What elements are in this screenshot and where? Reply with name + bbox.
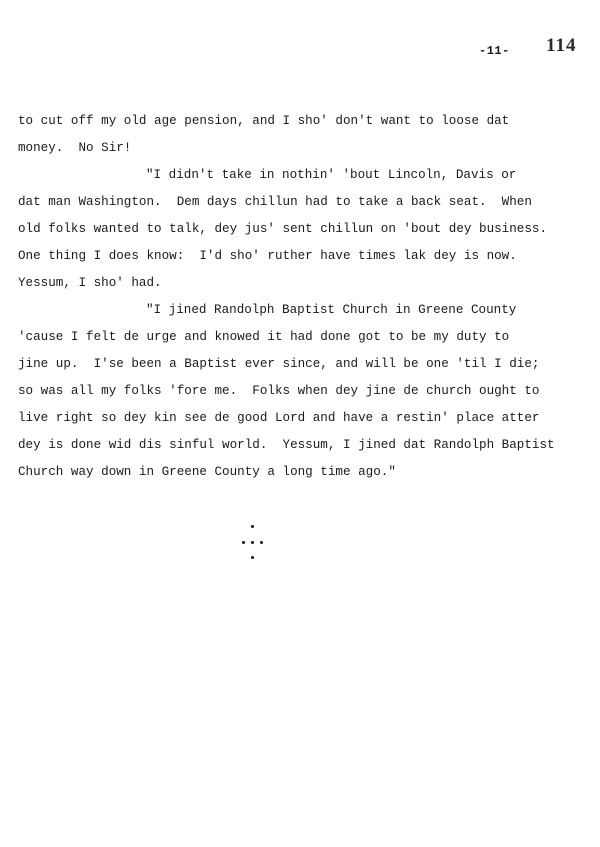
- separator-dot: [251, 541, 254, 544]
- text-line: money. No Sir!: [18, 141, 132, 155]
- text-line: Yessum, I sho' had.: [18, 276, 162, 290]
- text-line: 'cause I felt de urge and knowed it had done got to be my duty to: [18, 330, 510, 344]
- text-line: One thing I does know: I'd sho' ruther have times lak dey is now.: [18, 249, 517, 263]
- paragraph-start-line: "I jined Randolph Baptist Church in Greene County: [146, 303, 517, 317]
- text-line: jine up. I'se been a Baptist ever since, and will be one 'til I die;: [18, 357, 540, 371]
- paragraph-start-line: "I didn't take in nothin' 'bout Lincoln, Davis or: [146, 168, 517, 182]
- separator-dot: [242, 541, 245, 544]
- section-separator: [241, 525, 265, 561]
- text-line: dat man Washington. Dem days chillun had to take a back seat. When: [18, 195, 532, 209]
- folio-number: 114: [546, 35, 577, 56]
- body-text: [18, 108, 578, 486]
- separator-dot: [251, 525, 254, 528]
- page-number: -11-: [479, 44, 510, 58]
- text-line: so was all my folks 'fore me. Folks when dey jine de church ought to: [18, 384, 540, 398]
- text-line: dey is done wid dis sinful world. Yessum, I jined dat Randolph Baptist: [18, 438, 555, 452]
- text-line: Church way down in Greene County a long time ago.": [18, 465, 396, 479]
- text-line: live right so dey kin see de good Lord and have a restin' place atter: [18, 411, 540, 425]
- text-line: to cut off my old age pension, and I sho' don't want to loose dat: [18, 114, 510, 128]
- text-line: old folks wanted to talk, dey jus' sent chillun on 'bout dey business.: [18, 222, 548, 236]
- separator-dot: [260, 541, 263, 544]
- separator-dot: [251, 556, 254, 559]
